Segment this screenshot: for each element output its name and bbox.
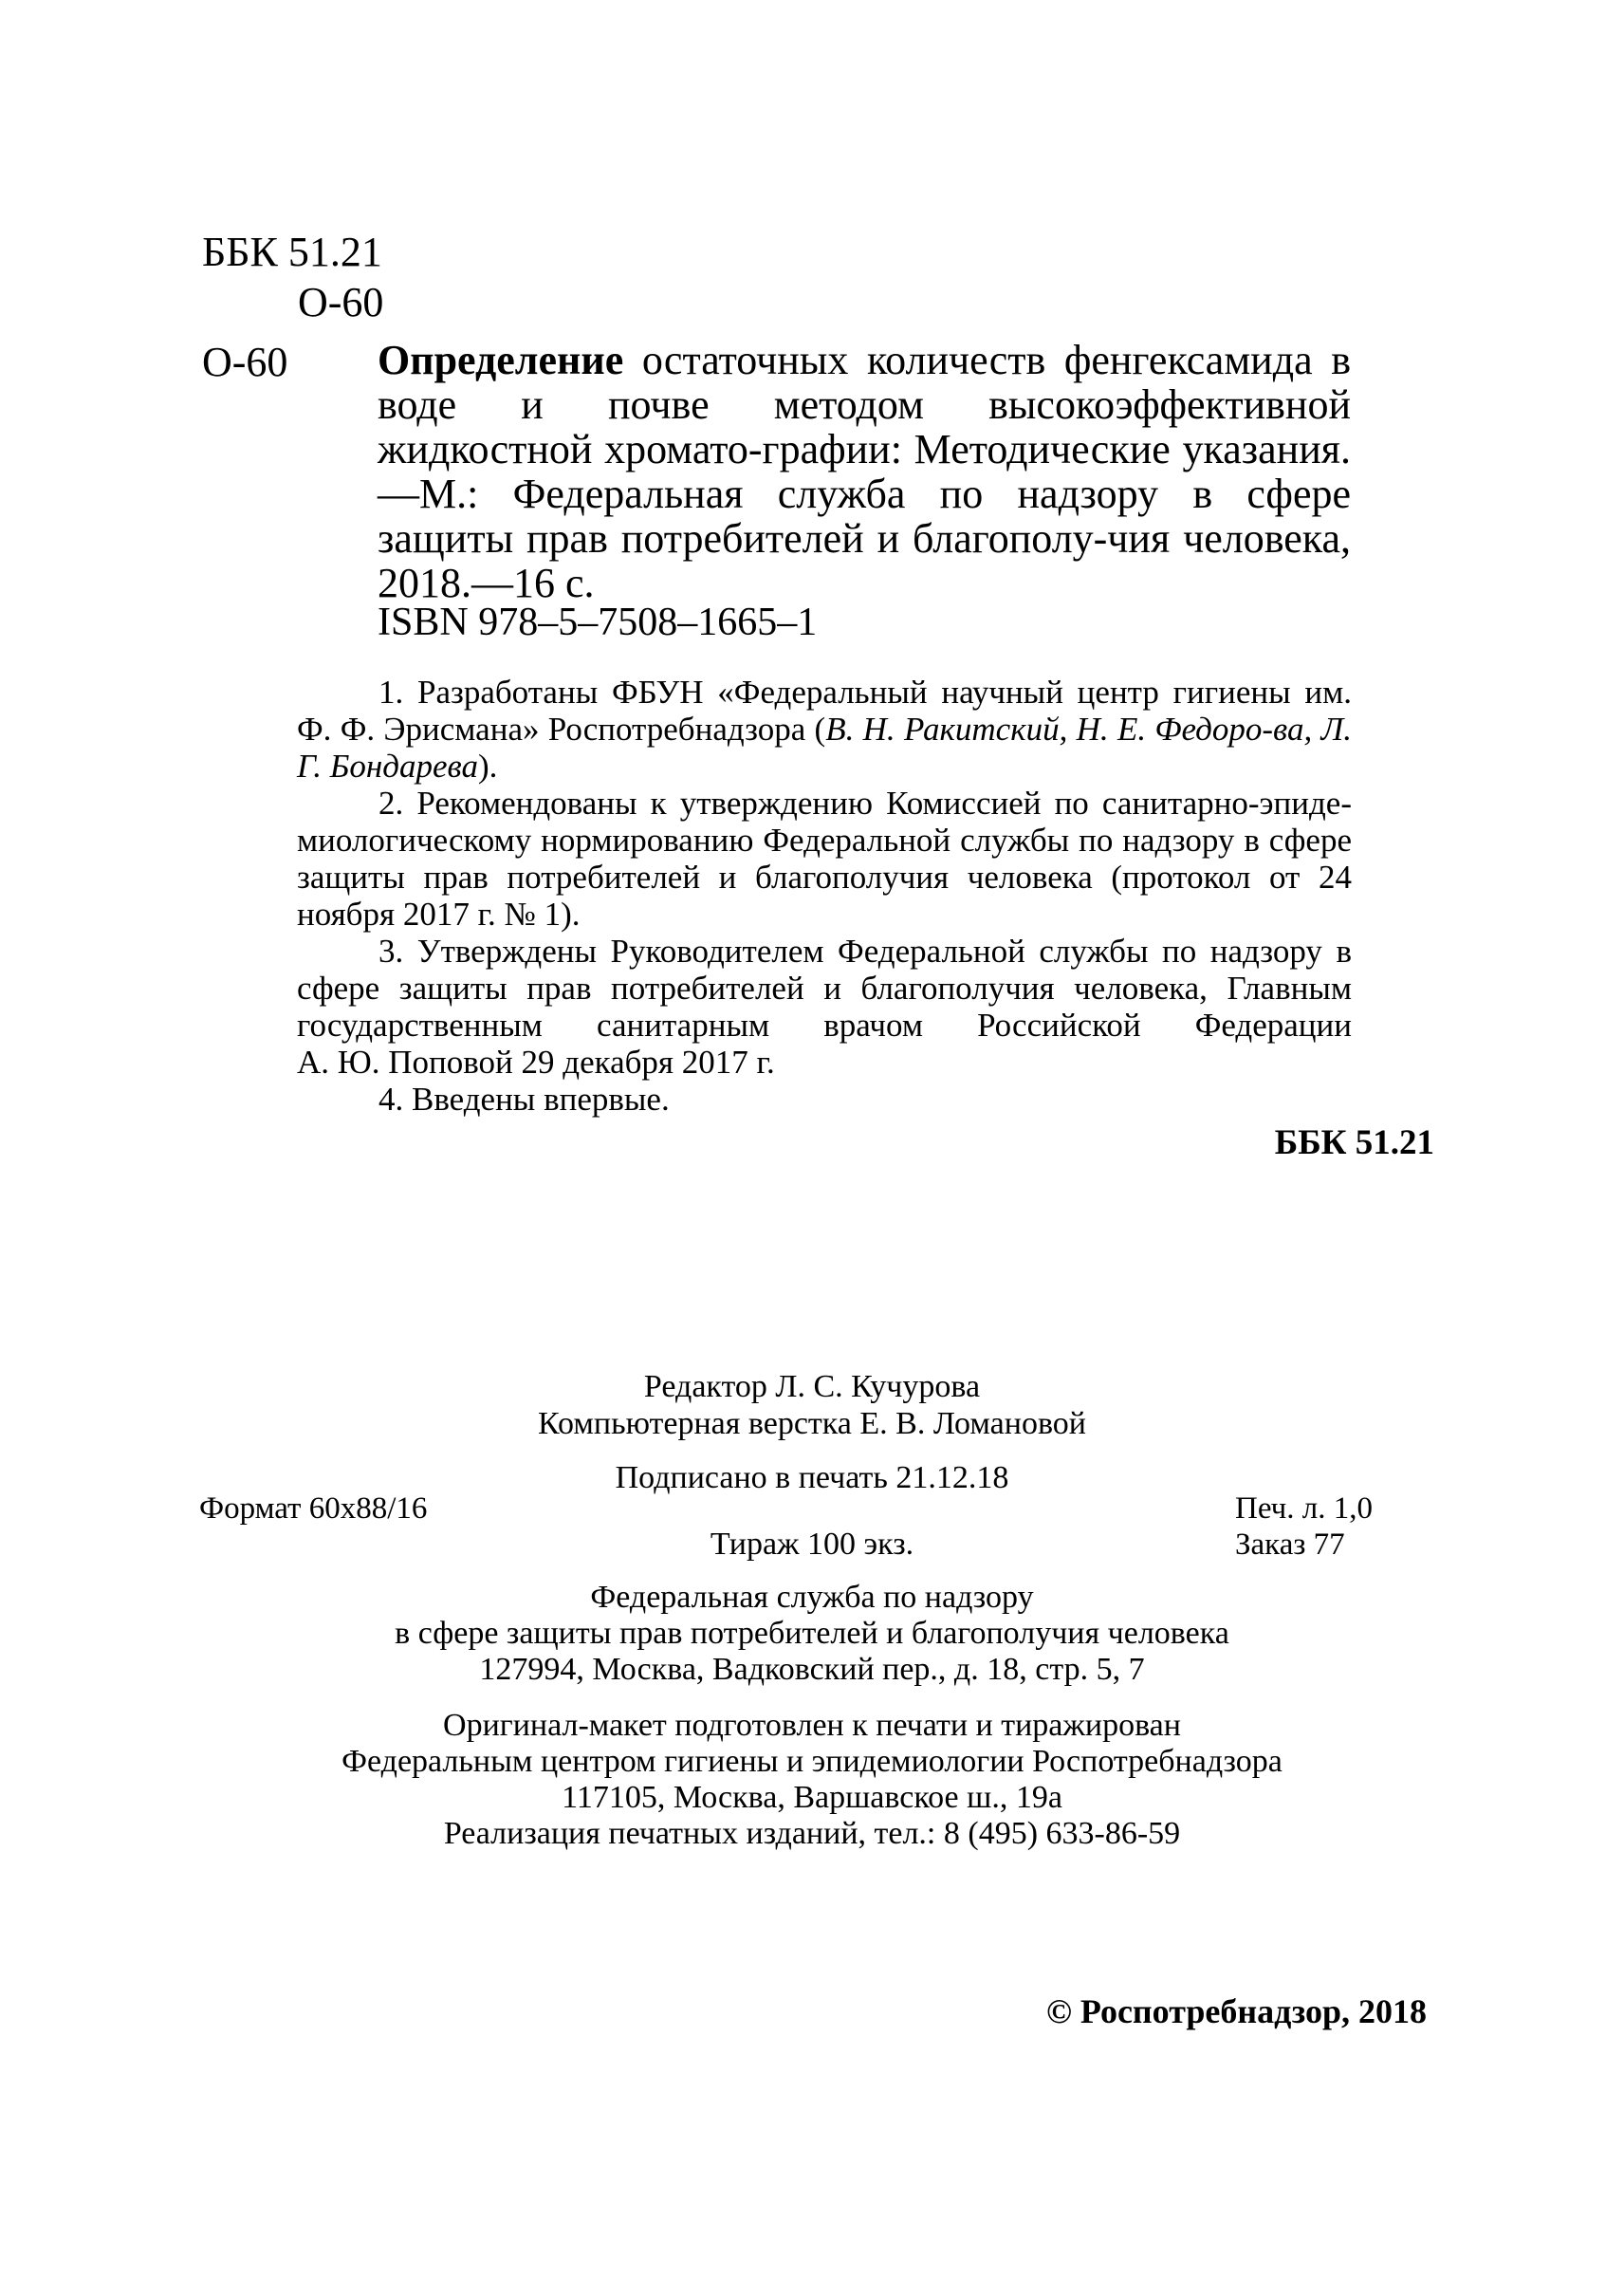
note-1-end: ). — [477, 748, 498, 785]
circulation-line: Тираж 100 экз. — [710, 1527, 914, 1562]
signed-line: Подписано в печать 21.12.18 — [615, 1460, 1009, 1495]
editor-line: Редактор Л. С. Кучурова — [643, 1369, 981, 1404]
copyright: © Роспотребнадзор, 2018 — [1045, 1992, 1427, 2030]
printer-phone: Реализация печатных изданий, тел.: 8 (495) 633-86-59 — [443, 1816, 1181, 1851]
bbk-index: ББК 51.21 — [202, 229, 382, 275]
note-1 — [297, 674, 1352, 785]
order-line: Заказ 77 — [1235, 1528, 1345, 1562]
notes-block — [297, 674, 1352, 1118]
publisher-address: 127994, Москва, Вадковский пер., д. 18, стр. 5, 7 — [479, 1652, 1145, 1687]
isbn: ISBN 978–5–7508–1665–1 — [378, 601, 818, 644]
note-3: 3. Утверждены Руководителем Федеральной службы по надзору в сфере защиты прав потребителей и благополучия человека, Главным государственным санитарным врачом Российской Федерации — [297, 933, 1352, 1044]
printer-address: 117105, Москва, Варшавское ш., 19а — [562, 1780, 1062, 1815]
note-3-signatory: А. Ю. Поповой 29 декабря 2017 г. — [297, 1044, 775, 1081]
publisher-line-2: в сфере защиты прав потребителей и благополучия человека — [395, 1616, 1229, 1651]
layout-line: Компьютерная верстка Е. В. Ломановой — [538, 1406, 1086, 1441]
entry-title: Определение — [378, 337, 624, 383]
note-1-text: 1. Разработаны ФБУН «Федеральный научный центр гигиены им. Ф. Ф. Эрисмана» Роспотребнадзора ( — [297, 674, 1352, 748]
bbk-footer: ББК 51.21 — [1274, 1123, 1434, 1162]
entry-description: остаточных количеств фенгексамида в воде и почве методом высокоэффективной жидкостной хромато-графии: Методические указания.—М.: Федеральная служба по надзору в сфере защиты прав потребителей и благополу-чия человека, 2018.—16 с. — [378, 337, 1351, 606]
sheets-line: Печ. л. 1,0 — [1235, 1491, 1373, 1526]
note-4: 4. Введены впервые. — [378, 1081, 670, 1118]
bibliographic-entry — [378, 338, 1351, 605]
publisher-line-1: Федеральная служба по надзору — [590, 1580, 1034, 1615]
entry-code: О-60 — [202, 339, 288, 385]
printer-line-2: Федеральным центром гигиены и эпидемиологии Роспотребнадзора — [341, 1744, 1283, 1779]
format-line: Формат 60x88/16 — [199, 1491, 428, 1526]
note-1-authors: В. Н. Ракитский, Н. Е. Федоро-ва, Л. Г. Бондарева — [297, 711, 1352, 785]
printer-line-1: Оригинал-макет подготовлен к печати и тиражирован — [443, 1708, 1181, 1743]
note-2: 2. Рекомендованы к утверждению Комиссией по санитарно-эпиде-миологическому нормированию Федеральной службы по надзору в сфере защиты прав потребителей и благополучия человека (протокол от 24 ноября 2017 г. № 1). — [297, 785, 1352, 933]
author-code: О-60 — [298, 279, 384, 325]
